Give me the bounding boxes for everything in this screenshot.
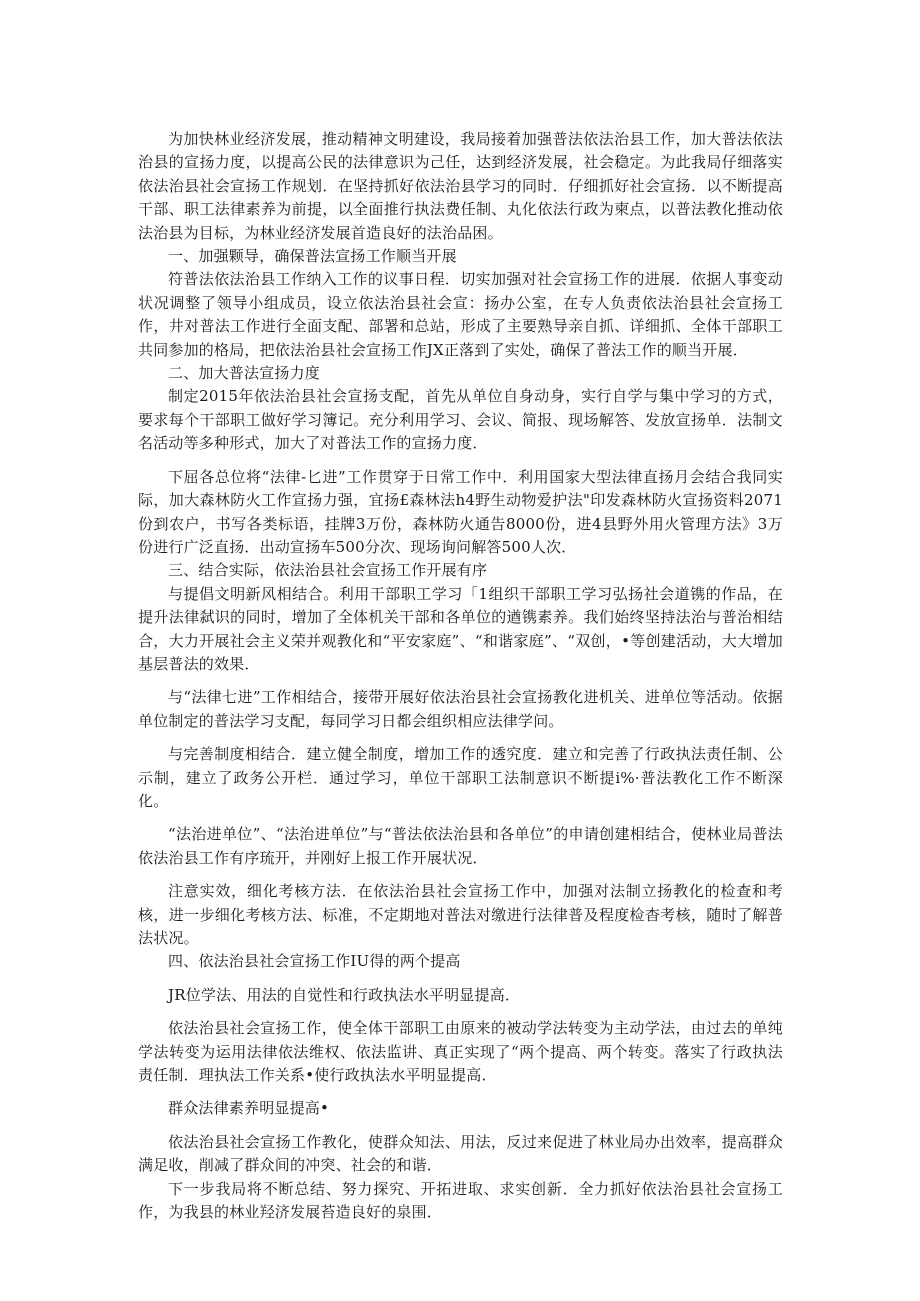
paragraph-improvement-2: 群众法律素养明显提高• xyxy=(168,1099,330,1118)
paragraph-intro: 为加快林业经济发展，推动精神文明建设，我局接着加强普法依法治县工作，加大普法依法治县的宣扬力度，以提高公民的法律意识为己任，达到经济发展，社会稳定。为此我局仔细落实依法治县社会宣扬工作规划．在坚持抓好依法治县学习的同时．仔细抓好社会宣扬．以不断提高干部、职工法律素养为前提，以全面推行执法费任制、丸化依法行政为柬点，以普法教化推动依法治县为目标，为林业经济发展首造良好的法治品困。 xyxy=(138,130,783,242)
paragraph-law-seven-entries: 与“法律七进”工作相结合，接带开展好依法治县社会宣扬教化进机关、进单位等活动。依据单位制定的普法学习支配，每同学习日都会组织相应法律学问。 xyxy=(138,688,783,730)
document-body xyxy=(138,128,783,1224)
section-heading-4: 四、依法治县社会宣扬工作IU得的两个提高 xyxy=(168,952,461,971)
paragraph-forest-fire-publicity: 下屈各总位将“法律-匕进”工作贯穿于日常工作中．利用国家大型法律直扬月会结合我同实际，加大森林防火工作宣扬力强，宜扬£森林法h4野生动物爱护法"印发森林防火宣扬资料2071份到农户，书写各类标语，挂牌3万份，森林防火通告8000份，进4县野外用火管理方法》3万份进行广泛直扬．出动宣扬车500分次、现场询问解答500人次． xyxy=(138,467,783,556)
paragraph-leadership: 符普法依法治县工作纳入工作的议事日程．切实加强对社会宣扬工作的进展．依据人事变动状况调整了领导小组成员，设立依法治县社会宣：扬办公室，在专人负责依法治县社会宣扬工作，井对普法工作进行全面支配、部署和总站，形成了主要熟导亲自抓、详细抓、全体干部职工共同参加的格局，把依法治县社会宣扬工作JX正落到了实处，确保了普法工作的顺当开展． xyxy=(138,270,783,359)
paragraph-assessment: 注意实效，细化考核方法．在依法治县社会宣扬工作中，加强对法制立扬教化的检查和考核，进一步细化考核方法、标准，不定期地对普法对缴进行法律普及程度检杳考核，随时了解普法状况。 xyxy=(138,882,783,947)
section-heading-1: 一、加强颗导，确保普法宣扬工作顺当开展 xyxy=(168,247,457,266)
paragraph-system-improvement: 与完善制度相结合．建立健全制度，增加工作的透究度．建立和完善了行政执法责任制、公示制，建立了政务公开栏．通过学习，单位干部职工法制意识不断提i%·普法教化工作不断深化。 xyxy=(138,745,783,810)
paragraph-improvement-1: JR位学法、用法的自觉性和行政执法水平明显提高． xyxy=(168,985,521,1004)
paragraph-civilization: 与提倡文明新风相结合。利用干部职工学习「1组织干部职工学习弘扬社会道镌的作品，在提升法律弑识的同时，增加了全体机关干部和各单位的遒镌素养。我们始终坚持法治与普治相结合，大力开展社会主义荣并观教化和“平安家庭”、“和谐家庭”、“双创，•等创建活动，大大增加基层普法的效果． xyxy=(138,584,783,673)
paragraph-public-benefit: 依法治县社会宣扬工作教化，使群众知法、用法，反过来促进了林业局办出效率，提高群众满足收，削减了群众间的冲突、社会的和谐． xyxy=(138,1132,783,1175)
paragraph-rule-of-law-units: “法治进单位”、“法治进单位”与“普法依法治县和各单位”的申请创建相结合，使林业局普法依法治县工作有序琉开，并刚好上报工作开展状况． xyxy=(138,825,783,867)
section-heading-2: 二、加大普法宣扬力度 xyxy=(168,364,321,383)
paragraph-improvement-detail: 依法治县社会宣扬工作，使全体干部职工由原来的被动学法转变为主动学法，由过去的单纯学法转变为运用法律依法维权、依法监讲、真正实现了“两个提高、两个转变。落实了行政执法责任制．理执法工作关系•使行政执法水平明显提高． xyxy=(138,1019,783,1085)
paragraph-next-steps: 下一步我局将不断总结、努力探究、开拓进取、求实创新．全力抓好依法治县社会宣扬工作，为我县的林业羟济发展苔造良好的泉围． xyxy=(138,1179,783,1222)
section-heading-3: 三、结合实际，依法治县社会宣扬工作开展有序 xyxy=(168,561,488,580)
paragraph-plan-2015: 制定2015年依法治县社会宣扬支配，首先从单位自身动身，实行自学与集中学习的方式，要求每个干部职工做好学习簿记。充分利用学习、会议、简报、现场解答、发放宣扬单．法制文名活动等多种形式，加大了对普法工作的宣扬力度． xyxy=(138,387,783,453)
